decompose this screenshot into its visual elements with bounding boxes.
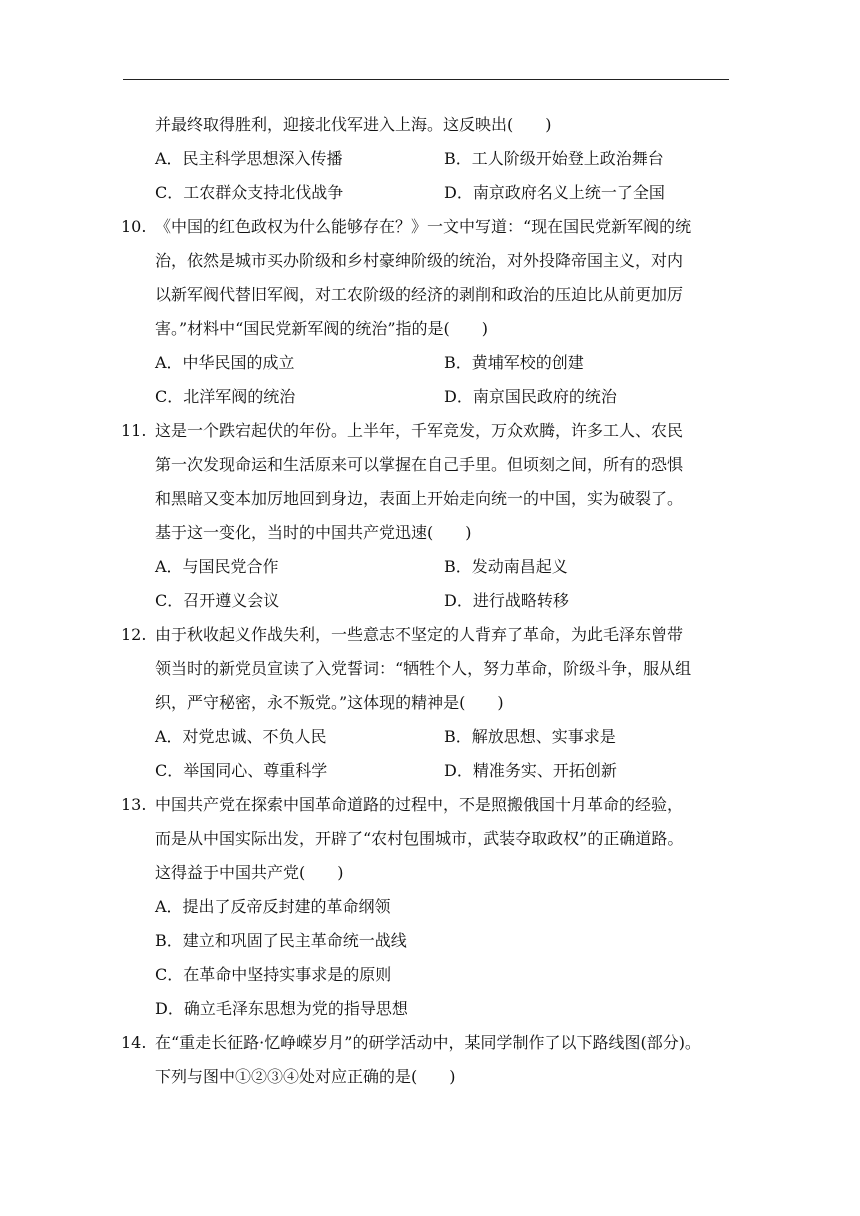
question-12-options-row-2: [121, 754, 733, 788]
question-text: 领当时的新党员宣读了入党誓词：“牺牲个人，努力革命，阶级斗争，服从组: [155, 659, 692, 678]
question-10-options-row-1: [121, 346, 733, 380]
question-text: 中国共产党在探索中国革命道路的过程中，不是照搬俄国十月革命的经验，: [155, 795, 684, 814]
question-text: 而是从中国实际出发，开辟了“农村包围城市，武装夺取政权”的正确道路。: [155, 829, 684, 848]
question-text: 害。”材料中“国民党新军阀的统治”指的是( ): [155, 319, 489, 338]
option-c: C．召开遵义会议: [155, 591, 280, 610]
question-text: 织，严守秘密，永不叛党。”这体现的精神是( ): [155, 693, 504, 712]
question-text: 和黑暗又变本加厉地回到身边，表面上开始走向统一的中国，实为破裂了。: [155, 489, 684, 508]
question-12-line-1: [121, 618, 733, 652]
option-d: D．进行战略转移: [444, 591, 569, 610]
option-c: C．工农群众支持北伐战争: [155, 183, 344, 202]
question-number: 14.: [121, 1033, 147, 1052]
question-10-line-1: [121, 210, 733, 244]
option-b: B．解放思想、实事求是: [444, 727, 616, 746]
question-number: 12.: [121, 625, 147, 644]
question-14-line-1: [121, 1026, 733, 1060]
option-b: B．建立和巩固了民主革命统一战线: [155, 931, 407, 950]
question-text: 在“重走长征路·忆峥嵘岁月”的研学活动中，某同学制作了以下路线图(部分)。: [155, 1033, 701, 1052]
option-a: A．提出了反帝反封建的革命纲领: [155, 897, 391, 916]
question-text: 《中国的红色政权为什么能够存在？》一文中写道：“现在国民党新军阀的统: [155, 217, 692, 236]
question-text: 这得益于中国共产党( ): [155, 863, 344, 882]
question-10-options-row-2: [121, 380, 733, 414]
option-a: A．中华民国的成立: [155, 353, 295, 372]
question-text: 下列与图中①②③④处对应正确的是( ): [155, 1067, 456, 1086]
option-a: A．民主科学思想深入传播: [155, 149, 343, 168]
question-number: 11.: [121, 421, 147, 440]
question-text: 这是一个跌宕起伏的年份。上半年，千军竞发，万众欢腾，许多工人、农民: [155, 421, 684, 440]
option-b: B．工人阶级开始登上政治舞台: [444, 149, 664, 168]
continuation-options-row-1: [121, 142, 733, 176]
option-c: C．在革命中坚持实事求是的原则: [155, 965, 392, 984]
question-number: 13.: [121, 795, 147, 814]
option-c: C．北洋军阀的统治: [155, 387, 296, 406]
option-c: C．举国同心、尊重科学: [155, 761, 328, 780]
option-d: D．确立毛泽东思想为党的指导思想: [155, 999, 408, 1018]
question-13-line-1: [121, 788, 733, 822]
question-content: [121, 108, 733, 1094]
question-text: 第一次发现命运和生活原来可以掌握在自己手里。但顷刻之间，所有的恐惧: [155, 455, 684, 474]
question-11-line-1: [121, 414, 733, 448]
option-b: B．黄埔军校的创建: [444, 353, 584, 372]
continuation-text: 并最终取得胜利，迎接北伐军进入上海。这反映出( ): [155, 115, 552, 134]
option-a: A．与国民党合作: [155, 557, 279, 576]
option-d: D．南京政府名义上统一了全国: [444, 183, 665, 202]
question-number: 10.: [121, 217, 147, 236]
question-text: 基于这一变化，当时的中国共产党迅速( ): [155, 523, 472, 542]
continuation-options-row-2: [121, 176, 733, 210]
header-rule: [123, 79, 729, 80]
option-d: D．精准务实、开拓创新: [444, 761, 617, 780]
question-text: 治，依然是城市买办阶级和乡村豪绅阶级的统治，对外投降帝国主义，对内: [155, 251, 684, 270]
question-text: 以新军阀代替旧军阀，对工农阶级的经济的剥削和政治的压迫比从前更加厉: [155, 285, 684, 304]
option-b: B．发动南昌起义: [444, 557, 568, 576]
question-text: 由于秋收起义作战失利，一些意志不坚定的人背弃了革命，为此毛泽东曾带: [155, 625, 684, 644]
question-12-options-row-1: [121, 720, 733, 754]
option-a: A．对党忠诚、不负人民: [155, 727, 327, 746]
question-11-options-row-1: [121, 550, 733, 584]
question-11-options-row-2: [121, 584, 733, 618]
option-d: D．南京国民政府的统治: [444, 387, 617, 406]
